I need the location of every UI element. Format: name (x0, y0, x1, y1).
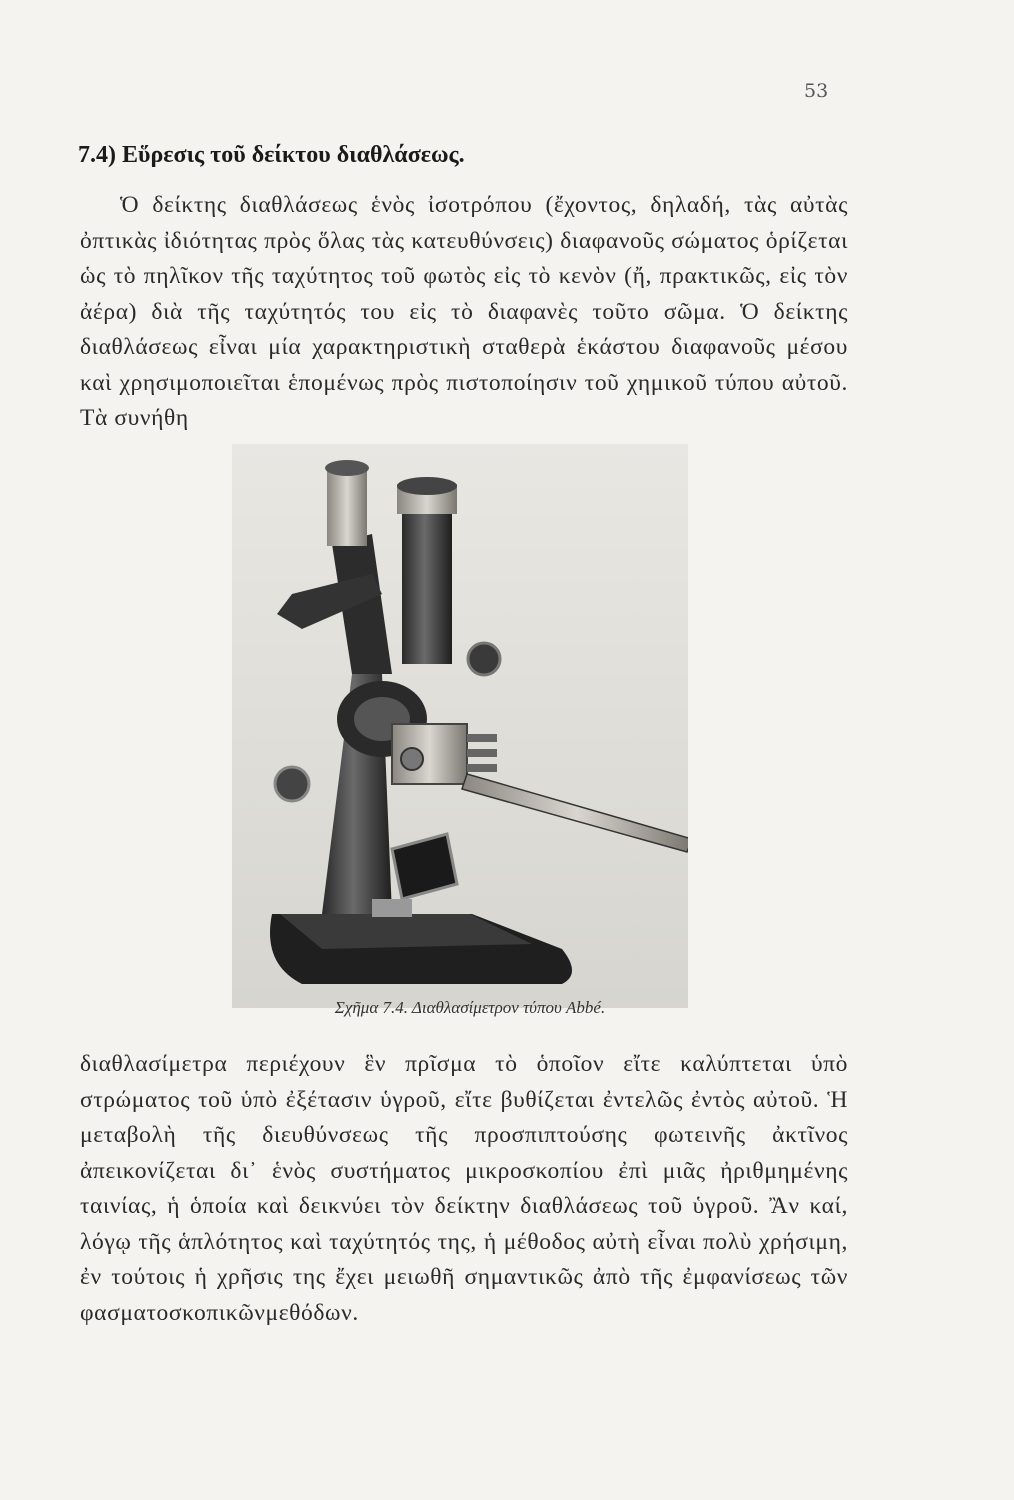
adjust-knob-left (275, 767, 309, 801)
refractometer-figure (232, 444, 688, 1008)
left-eyepiece (327, 466, 367, 546)
section-heading: 7.4) Εὕρεσις τοῦ δείκτου διαθλάσεως. (78, 142, 465, 168)
adjust-knob-right (468, 643, 500, 675)
main-telescope (402, 494, 452, 664)
intro-paragraph: Ὁ δείκτης διαθλάσεως ἑνὸς ἰσοτρόπου (ἔχοντος, δηλαδή, τὰς αὐτὰς ὀπτικὰς ἰδιότητας πρὸς ὅλας τὰς κατευθύνσεις) διαφανοῦς σώματος ὁρίζεται ὡς τὸ πηλῖκον τῆς ταχύτητος τοῦ φωτὸς εἰς τὸ κενὸν (ἤ, πρακτικῶς, εἰς τὸν ἀέρα) διὰ τῆς ταχύτητός του εἰς τὸ διαφανὲς τοῦτο σῶμα. Ὁ δείκτης διαθλάσεως εἶναι μία χαρακτηριστικὴ σταθερὰ ἑκάστου διαφανοῦς μέσου καὶ χρησιμοποιεῖται ἑπομένως πρὸς πιστοποίησιν τοῦ χημικοῦ τύπου αὐτοῦ. Τὰ συνήθη (80, 192, 848, 431)
figure-caption: Σχῆμα 7.4. Διαθλασίμετρον τύπου Abbé. (334, 998, 606, 1017)
body-paragraph: διαθλασίμετρα περιέχουν ἓν πρῖσμα τὸ ὁποῖον εἴτε καλύπτεται ὑπὸ στρώματος τοῦ ὑπὸ ἐξέτασιν ὑγροῦ, εἴτε βυθίζεται ἐντελῶς ἐντὸς αὐτοῦ. Ἡ μεταβολὴ τῆς διευθύνσεως τῆς προσπιπτούσης φωτεινῆς ἀκτῖνος ἀπεικονίζεται δι᾽ ἑνὸς συστήματος μικροσκοπίου ἐπὶ μιᾶς ἠριθμημένης ταινίας, ἡ ὁποία καὶ δεικνύει τὸν δείκτην διαθλάσεως τοῦ ὑγροῦ. Ἂν καί, λόγῳ τῆς ἁπλότητος καὶ ταχύτητός της, ἡ μέθοδος αὐτὴ εἶναι πολὺ χρήσιμη, ἐν τούτοις ἡ χρῆσις της ἔχει μειωθῆ σημαντικῶς ἀπὸ τῆς ἐμφανίσεως τῶν φασματοσκοπικῶνμεθόδων. (80, 1051, 848, 1326)
page-number: 53 (804, 80, 829, 102)
abbe-refractometer-illustration (232, 444, 688, 1008)
